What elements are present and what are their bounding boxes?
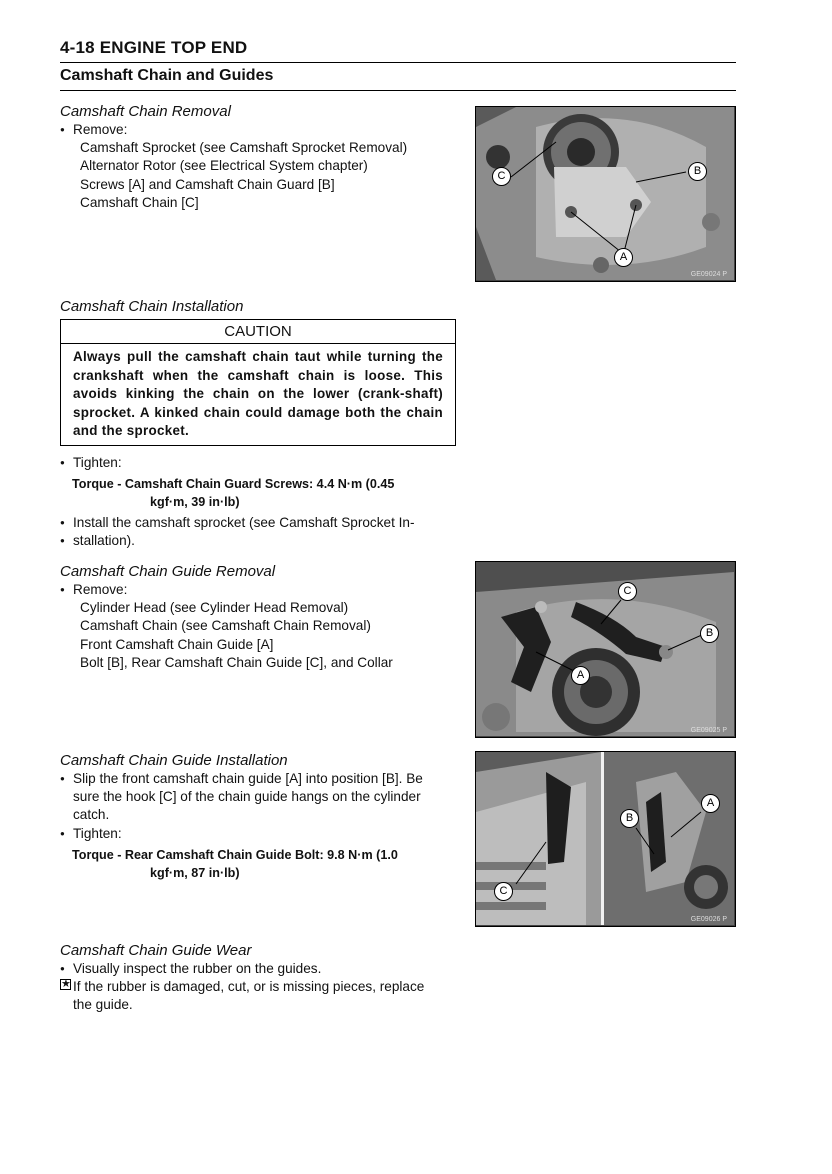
wear-star-line: If the rubber is damaged, cut, or is missing pieces, replace <box>73 979 425 995</box>
torque-line: Torque - Rear Camshaft Chain Guide Bolt: 9.8 N·m (1.0 <box>72 847 398 862</box>
install-line: stallation). <box>73 533 135 549</box>
callout-b: B <box>620 809 639 828</box>
tighten-bullet: ● Tighten: <box>60 825 456 843</box>
guide-removal-item: Bolt [B], Rear Camshaft Chain Guide [C], and Collar <box>80 654 393 670</box>
callout-b: B <box>700 624 719 643</box>
photo-id: GE09024 P <box>690 271 727 278</box>
removal-item: Camshaft Chain [C] <box>80 194 199 210</box>
guide-install-line: catch. <box>73 807 110 823</box>
wear-star-item <box>60 978 456 996</box>
photo-camshaft-chain-guard <box>475 106 736 282</box>
header-rule <box>60 62 736 63</box>
guide-removal-item: Front Camshaft Chain Guide [A] <box>80 636 274 652</box>
guide-removal-item: Cylinder Head (see Cylinder Head Removal) <box>80 600 349 616</box>
guide-removal-bullet: ● Remove: <box>60 581 456 599</box>
wear-star-line: the guide. <box>73 997 133 1013</box>
tighten-bullet: ● Tighten: <box>60 454 456 472</box>
removal-bullet: ● Remove: <box>60 121 456 139</box>
guide-installation-title: Camshaft Chain Guide Installation <box>60 752 288 769</box>
caution-heading: CAUTION <box>61 320 455 344</box>
removal-section <box>60 102 456 212</box>
engine-photo-graphic <box>476 107 734 280</box>
torque-spec <box>60 475 456 511</box>
wear-bullet: ● Visually inspect the rubber on the guides. <box>60 960 456 978</box>
guide-removal-section <box>60 562 456 672</box>
caution-text: Always pull the camshaft chain taut while turning the crankshaft when the camshaft chain is loose. This avoids kinking the chain on the lower (crank-shaft) sprocket. A kinked chain could damage both the chain and the sprocket. <box>73 349 443 438</box>
section-rule <box>60 90 736 91</box>
star-icon: ★ <box>61 978 71 991</box>
install-bullet: ● Install the camshaft sprocket (see Camshaft Sprocket In- <box>60 514 456 532</box>
installation-steps <box>60 454 456 551</box>
photo-id: GE09025 P <box>690 727 727 734</box>
guide-removal-title: Camshaft Chain Guide Removal <box>60 563 276 580</box>
engine-photo-graphic <box>476 752 734 925</box>
torque-line: Torque - Camshaft Chain Guard Screws: 4.4 N·m (0.45 <box>72 477 395 492</box>
guide-install-bullet: ● Slip the front camshaft chain guide [A] into position [B]. Be <box>60 770 456 788</box>
photo-chain-guides <box>475 561 736 738</box>
removal-item: Screws [A] and Camshaft Chain Guard [B] <box>80 176 335 192</box>
page-title: 4-18 ENGINE TOP END <box>60 38 248 57</box>
torque-line: kgf·m, 39 in·lb) <box>150 495 240 510</box>
install-bullet-cont <box>60 532 456 550</box>
guide-removal-item: Camshaft Chain (see Camshaft Chain Removal) <box>80 618 371 634</box>
torque-spec <box>60 846 456 882</box>
callout-b: B <box>688 162 707 181</box>
callout-c: C <box>492 167 511 186</box>
callout-c: C <box>618 582 637 601</box>
page-header <box>60 38 736 91</box>
torque-line: kgf·m, 87 in·lb) <box>150 865 240 880</box>
callout-a: A <box>571 666 590 685</box>
guide-installation-section <box>60 751 456 882</box>
guide-wear-section <box>60 941 456 1015</box>
removal-item: Camshaft Sprocket (see Camshaft Sprocket Removal) <box>80 140 408 156</box>
removal-item: Alternator Rotor (see Electrical System chapter) <box>80 158 368 174</box>
photo-guide-installation <box>475 751 736 927</box>
callout-a: A <box>614 248 633 267</box>
callout-c: C <box>494 882 513 901</box>
callout-a: A <box>701 794 720 813</box>
section-title: Camshaft Chain and Guides <box>60 67 274 84</box>
installation-title: Camshaft Chain Installation <box>60 298 244 315</box>
guide-install-line: sure the hook [C] of the chain guide hangs on the cylinder <box>73 789 421 805</box>
installation-title-wrap <box>60 297 456 316</box>
engine-photo-graphic <box>476 562 734 736</box>
guide-wear-title: Camshaft Chain Guide Wear <box>60 942 252 959</box>
photo-id: GE09026 P <box>690 916 727 923</box>
caution-box <box>60 319 456 446</box>
removal-title: Camshaft Chain Removal <box>60 103 231 120</box>
